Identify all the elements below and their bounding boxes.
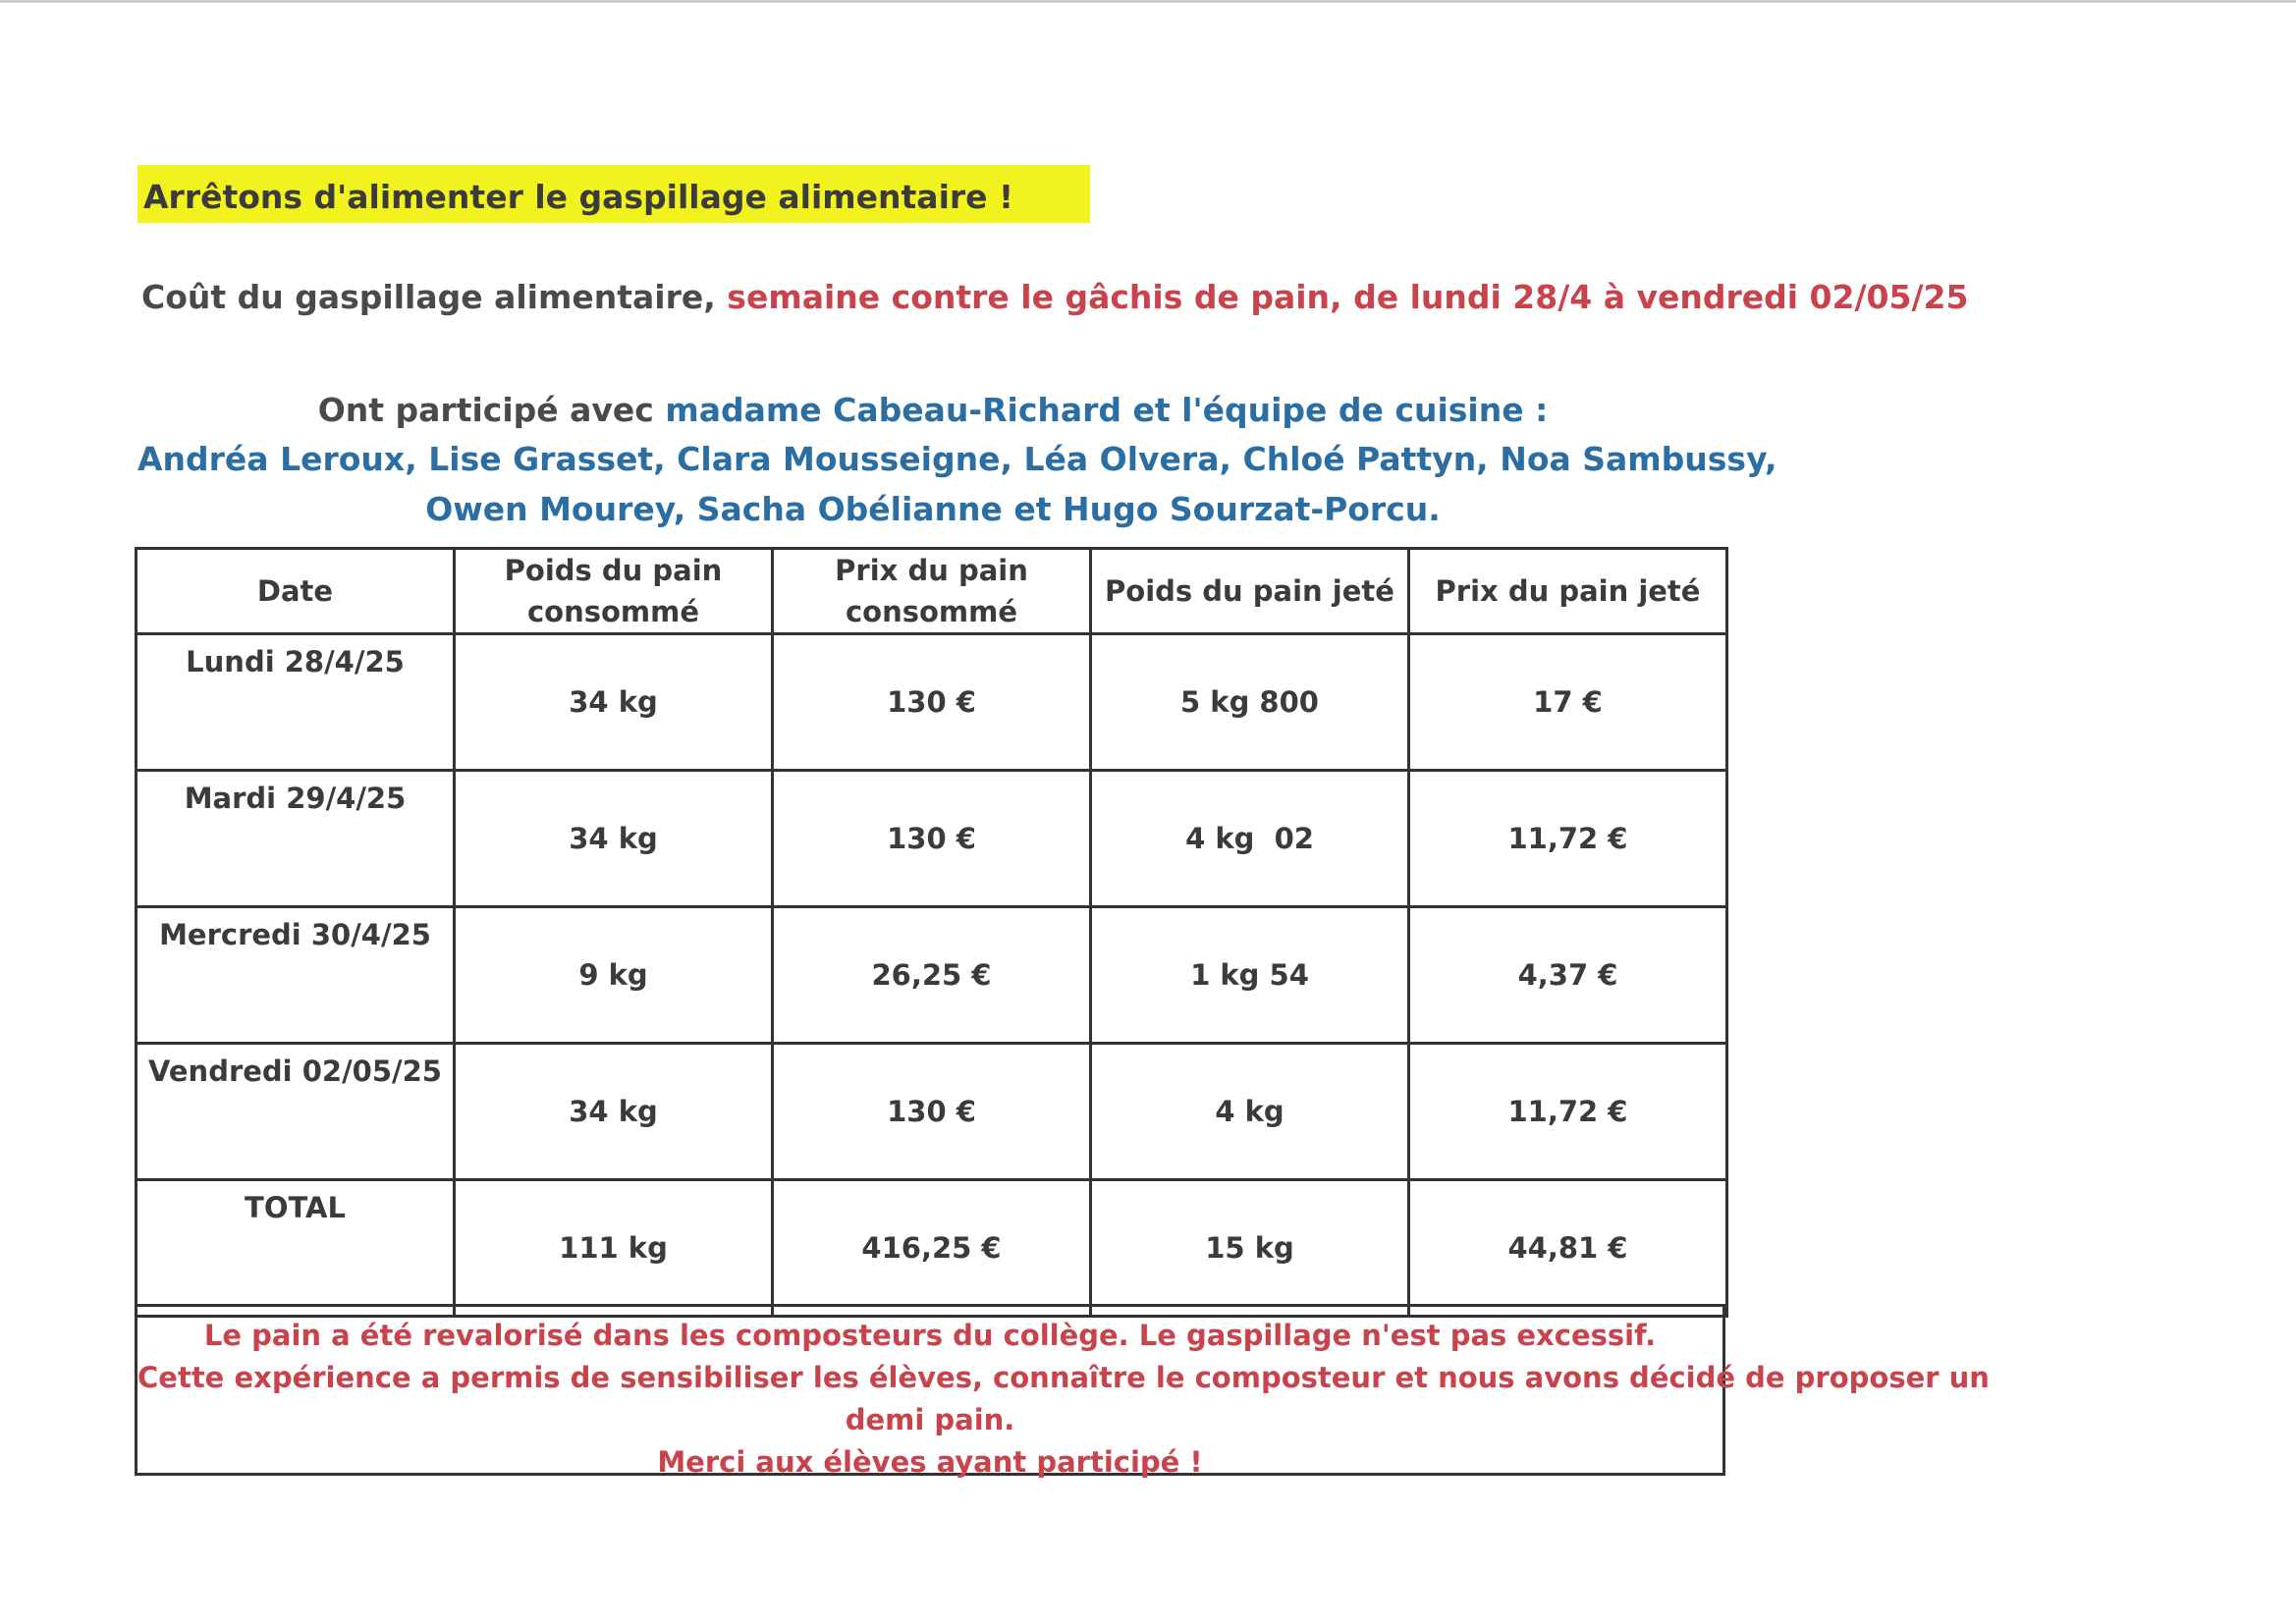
total-weight-wasted: 15 kg	[1091, 1180, 1409, 1317]
row-price-consumed: 130 €	[773, 634, 1091, 771]
conclusion-line-3: demi pain.	[845, 1403, 1015, 1436]
table-row	[137, 1044, 1727, 1180]
row-date: Mardi 29/4/25	[137, 771, 455, 907]
participants-names-line-2: Owen Mourey, Sacha Obélianne et Hugo Sourzat-Porcu.	[425, 490, 1441, 528]
table-row	[137, 634, 1727, 771]
conclusion-line-4: Merci aux élèves ayant participé !	[657, 1445, 1203, 1479]
participants-staff: madame Cabeau-Richard et l'équipe de cuisine :	[665, 391, 1549, 429]
header-weight-consumed-line1: Poids du pain	[504, 554, 723, 587]
row-price-wasted: 11,72 €	[1409, 1044, 1727, 1180]
conclusion-line-1: Le pain a été revalorisé dans les composteurs du collège. Le gaspillage n'est pas excessif.	[203, 1319, 1657, 1352]
row-price-consumed: 130 €	[773, 771, 1091, 907]
total-price-wasted: 44,81 €	[1409, 1180, 1727, 1317]
row-weight-consumed: 34 kg	[455, 1044, 773, 1180]
total-weight-consumed: 111 kg	[455, 1180, 773, 1317]
subtitle-period: semaine contre le gâchis de pain, de lundi 28/4 à vendredi 02/05/25	[727, 278, 1969, 316]
subtitle-lead: Coût du gaspillage alimentaire,	[141, 278, 728, 316]
row-date: Lundi 28/4/25	[137, 634, 455, 771]
row-weight-consumed: 34 kg	[455, 634, 773, 771]
conclusion-box	[135, 1304, 1990, 1479]
row-weight-wasted: 1 kg 54	[1091, 907, 1409, 1044]
row-price-wasted: 4,37 €	[1409, 907, 1727, 1044]
row-weight-wasted: 4 kg	[1091, 1044, 1409, 1180]
header-weight-consumed	[455, 549, 773, 634]
row-weight-wasted: 5 kg 800	[1091, 634, 1409, 771]
subtitle	[141, 278, 1968, 316]
header-price-consumed-line1: Prix du pain	[835, 554, 1028, 587]
table-row	[137, 771, 1727, 907]
row-weight-consumed: 9 kg	[455, 907, 773, 1044]
header-price-consumed	[773, 549, 1091, 634]
header-price-wasted: Prix du pain jeté	[1409, 549, 1727, 634]
participants-intro	[137, 391, 1728, 429]
row-price-consumed: 26,25 €	[773, 907, 1091, 1044]
conclusion-line-2: Cette expérience a permis de sensibiliser les élèves, connaître le composteur et nous avons décidé de proposer un	[137, 1361, 1990, 1394]
header-date: Date	[137, 549, 455, 634]
table-total-row	[137, 1180, 1727, 1317]
row-date: Mercredi 30/4/25	[137, 907, 455, 1044]
total-price-consumed: 416,25 €	[773, 1180, 1091, 1317]
total-label: TOTAL	[137, 1180, 455, 1317]
participants-names-line-1: Andréa Leroux, Lise Grasset, Clara Mousseigne, Léa Olvera, Chloé Pattyn, Noa Sambussy,	[137, 440, 1777, 478]
row-weight-wasted: 4 kg 02	[1091, 771, 1409, 907]
header-weight-consumed-line2: consommé	[526, 595, 700, 628]
table-row	[137, 907, 1727, 1044]
table-header-row	[137, 549, 1727, 634]
row-price-consumed: 130 €	[773, 1044, 1091, 1180]
row-weight-consumed: 34 kg	[455, 771, 773, 907]
scan-edge	[0, 0, 2296, 3]
row-price-wasted: 17 €	[1409, 634, 1727, 771]
header-price-consumed-line2: consommé	[845, 595, 1018, 628]
header-weight-wasted: Poids du pain jeté	[1091, 549, 1409, 634]
row-price-wasted: 11,72 €	[1409, 771, 1727, 907]
row-date: Vendredi 02/05/25	[137, 1044, 455, 1180]
participants-intro-text: Ont participé avec	[317, 391, 666, 429]
page-title: Arrêtons d'alimenter le gaspillage alimentaire !	[143, 178, 1014, 216]
bread-waste-table	[135, 547, 1728, 1318]
